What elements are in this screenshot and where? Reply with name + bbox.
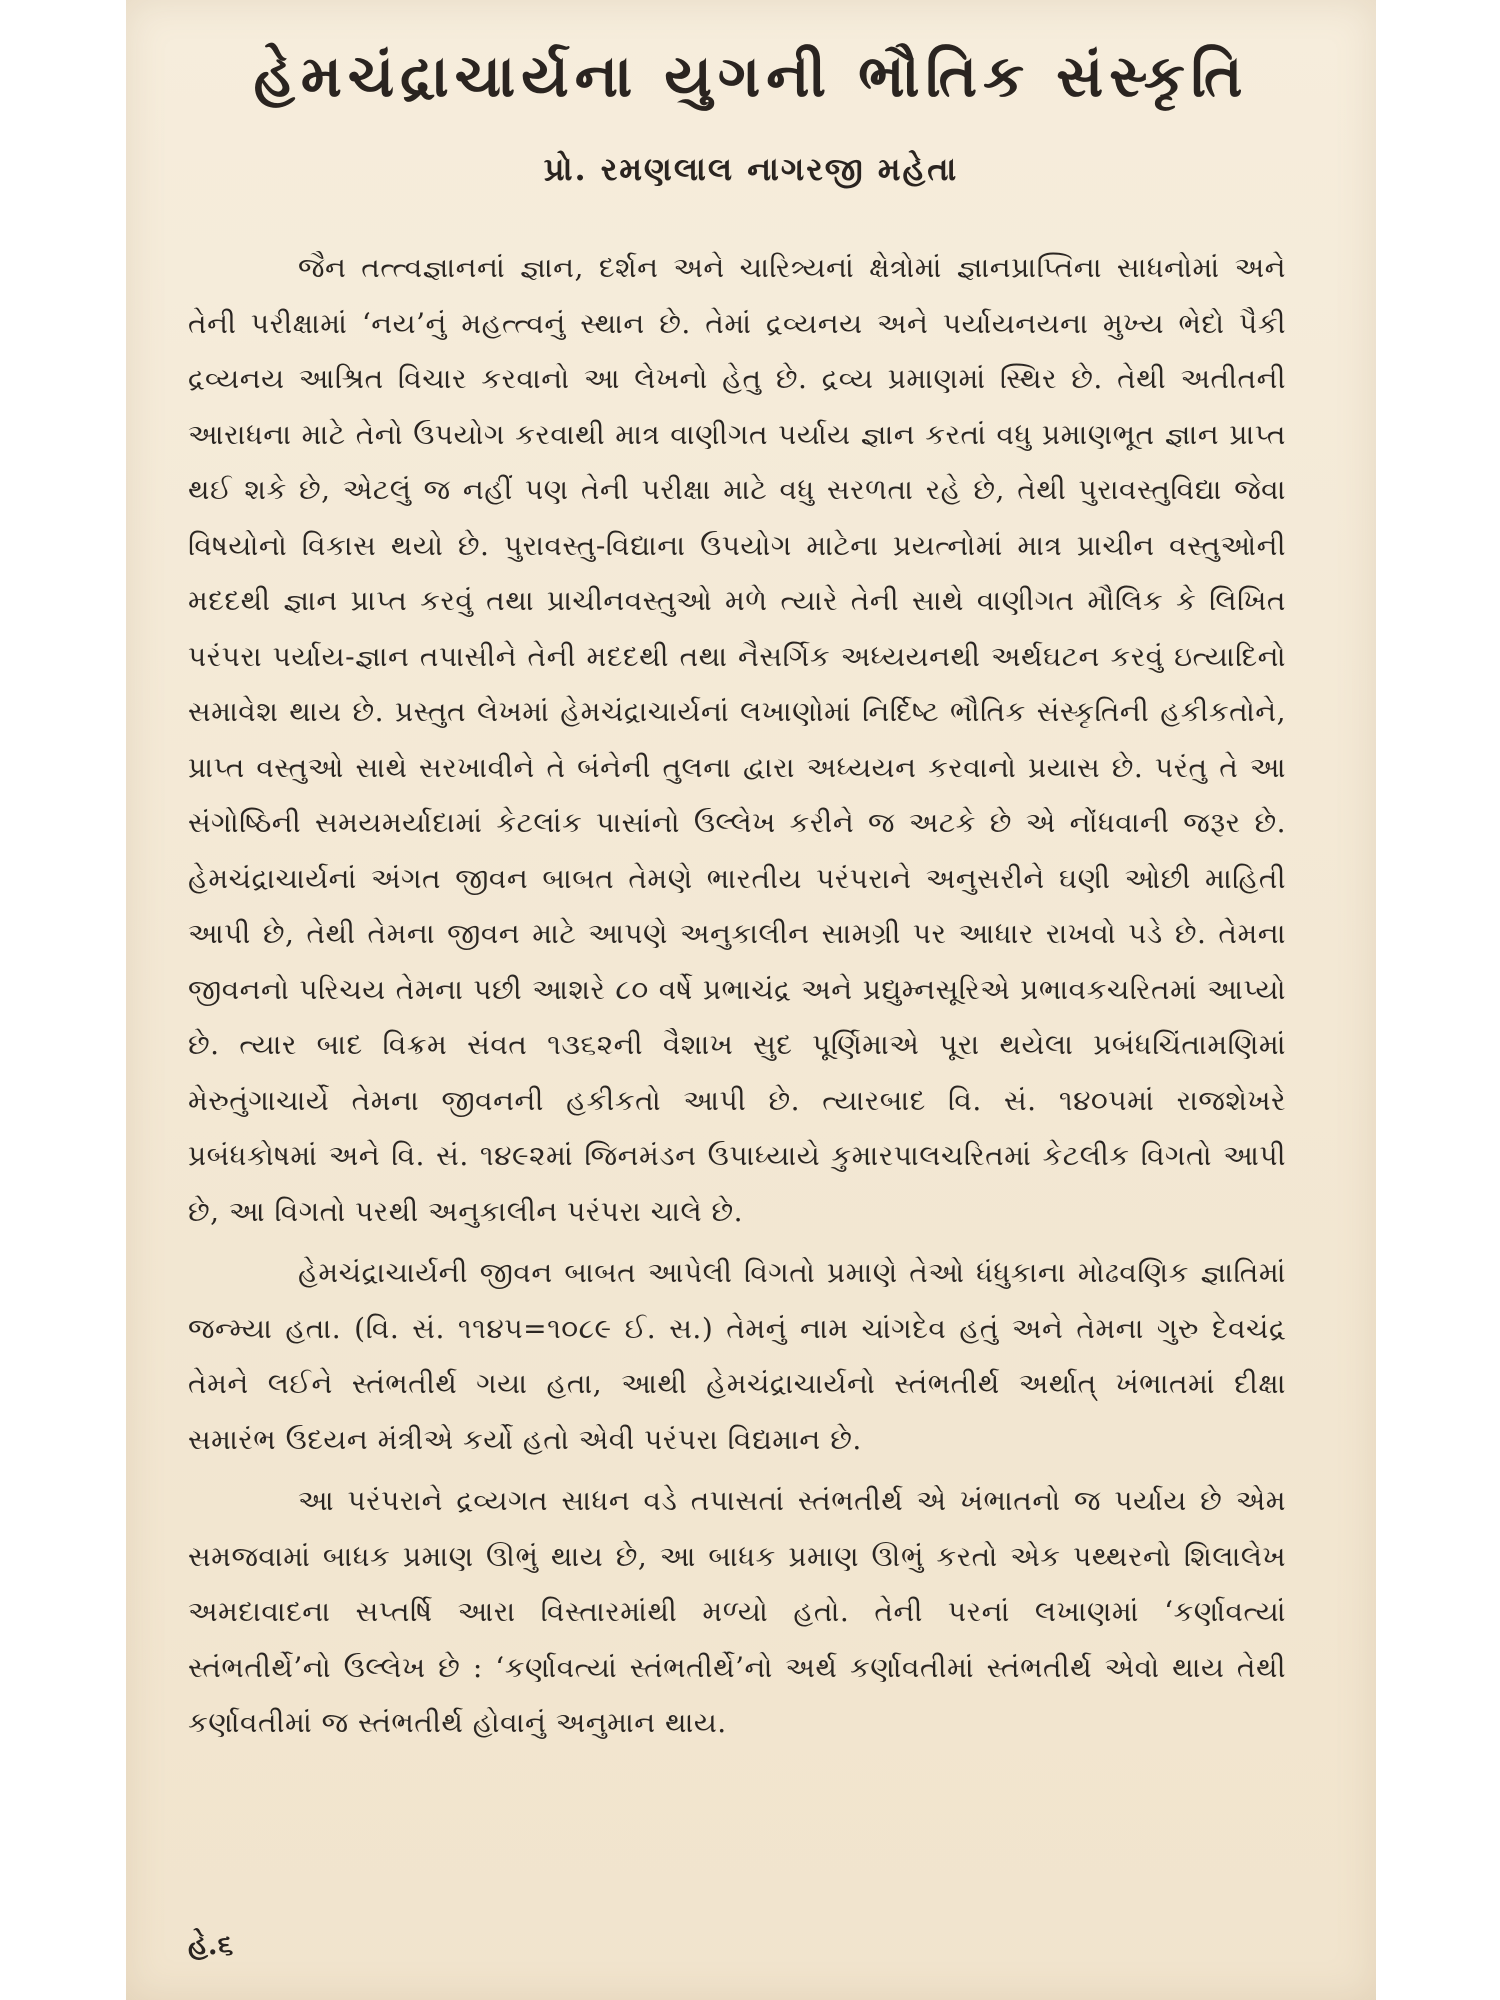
article-title: હેમચંદ્રાચાર્યના યુગની ભૌતિક સંસ્કૃતિ xyxy=(253,42,1249,110)
body-paragraph-3: આ પરંપરાને દ્રવ્યગત સાધન વડે તપાસતાં સ્તંભતીર્થ એ ખંભાતનો જ પર્યાય છે એમ સમજવામાં બાધક પ્રમાણ ઊભું થાય છે, આ બાધક પ્રમાણ ઊભું કરતો એક પથ્થરનો શિલાલેખ અમદાવાદના સપ્તર્ષિ આરા વિસ્તારમાંથી મળ્યો હતો. તેની પરનાં લખાણમાં ‘કર્ણાવત્યાં સ્તંભતીર્થે’નો ઉલ્લેખ છે : ‘કર્ણાવત્યાં સ્તંભતીર્થે’નો અર્થ કર્ણાવતીમાં સ્તંભતીર્થ એવો થાય તેથી કર્ણાવતીમાં જ સ્તંભતીર્થ હોવાનું અનુમાન થાય. xyxy=(188,1484,1286,1739)
body-paragraph-2: હેમચંદ્રાચાર્યની જીવન બાબત આપેલી વિગતો પ્રમાણે તેઓ ધંધુકાના મોઢવણિક જ્ઞાતિમાં જન્મ્યા હતા. (વિ. સં. ૧૧૪૫=૧૦૮૯ ઈ. સ.) તેમનું નામ ચાંગદેવ હતું અને તેમના ગુરુ દેવચંદ્ર તેમને લઈને સ્તંભતીર્થ ગયા હતા, આથી હેમચંદ્રાચાર્યનો સ્તંભતીર્થ અર્થાત્ ખંભાતમાં દીક્ષા સમારંભ ઉદયન મંત્રીએ કર્યો હતો એવી પરંપરા વિદ્યમાન છે. xyxy=(188,1256,1286,1456)
page-number: હે.૬ xyxy=(188,1928,234,1961)
article-author: પ્રો. રમણલાલ નાગરજી મહેતા xyxy=(543,150,959,188)
body-paragraph-1: જૈન તત્ત્વજ્ઞાનનાં જ્ઞાન, દર્શન અને ચારિત્ર્યનાં ક્ષેત્રોમાં જ્ઞાનપ્રાપ્તિના સાધનોમાં અને તેની પરીક્ષામાં ‘નય’નું મહત્ત્વનું સ્થાન છે. તેમાં દ્રવ્યનય અને પર્યાયનયના મુખ્ય ભેદો પૈકી દ્રવ્યનય આશ્રિત વિચાર કરવાનો આ લેખનો હેતુ છે. દ્રવ્ય પ્રમાણમાં સ્થિર છે. તેથી અતીતની આરાધના માટે તેનો ઉપયોગ કરવાથી માત્ર વાણીગત પર્યાય જ્ઞાન કરતાં વધુ પ્રમાણભૂત જ્ઞાન પ્રાપ્ત થઈ શકે છે, એટલું જ નહીં પણ તેની પરીક્ષા માટે વધુ સરળતા રહે છે, તેથી પુરાવસ્તુવિદ્યા જેવા વિષયોનો વિકાસ થયો છે. પુરાવસ્તુ-વિદ્યાના ઉપયોગ માટેના પ્રયત્નોમાં માત્ર પ્રાચીન વસ્તુઓની મદદથી જ્ઞાન પ્રાપ્ત કરવું તથા પ્રાચીનવસ્તુઓ મળે ત્યારે તેની સાથે વાણીગત મૌલિક કે લિખિત પરંપરા પર્યાય-જ્ઞાન તપાસીને તેની મદદથી તથા નૈસર્ગિક અધ્યયનથી અર્થઘટન કરવું ઇત્યાદિનો સમાવેશ થાય છે. પ્રસ્તુત લેખમાં હેમચંદ્રાચાર્યનાં લખાણોમાં નિર્દિષ્ટ ભૌતિક સંસ્કૃતિની હકીકતોને, પ્રાપ્ત વસ્તુઓ સાથે સરખાવીને તે બંનેની તુલના દ્વારા અધ્યયન કરવાનો પ્રયાસ છે. પરંતુ તે આ સંગોષ્ઠિની સમયમર્યાદામાં કેટલાંક પાસાંનો ઉલ્લેખ કરીને જ અટકે છે એ નોંધવાની જરૂર છે. હેમચંદ્રાચાર્યનાં અંગત જીવન બાબત તેમણે ભારતીય પરંપરાને અનુસરીને ઘણી ઓછી માહિતી આપી છે, તેથી તેમના જીવન માટે આપણે અનુકાલીન સામગ્રી પર આધાર રાખવો પડે છે. તેમના જીવનનો પરિચય તેમના પછી આશરે ૮૦ વર્ષે પ્રભાચંદ્ર અને પ્રદ્યુમ્નસૂરિએ પ્રભાવકચરિતમાં આપ્યો છે. ત્યાર બાદ વિક્રમ સંવત ૧૩૬૨ની વૈશાખ સુદ પૂર્ણિમાએ પૂરા થયેલા પ્રબંધચિંતામણિમાં મેરુતુંગાચાર્યે તેમના જીવનની હકીકતો આપી છે. ત્યારબાદ વિ. સં. ૧૪૦૫માં રાજશેખરે પ્રબંધકોષમાં અને વિ. સં. ૧૪૯૨માં જિનમંડન ઉપાધ્યાયે કુમારપાલચરિતમાં કેટલીક વિગતો આપી છે, આ વિગતો પરથી અનુકાલીન પરંપરા ચાલે છે. xyxy=(188,251,1286,1228)
scanned-page xyxy=(126,0,1376,2000)
article-body xyxy=(188,240,1286,1751)
